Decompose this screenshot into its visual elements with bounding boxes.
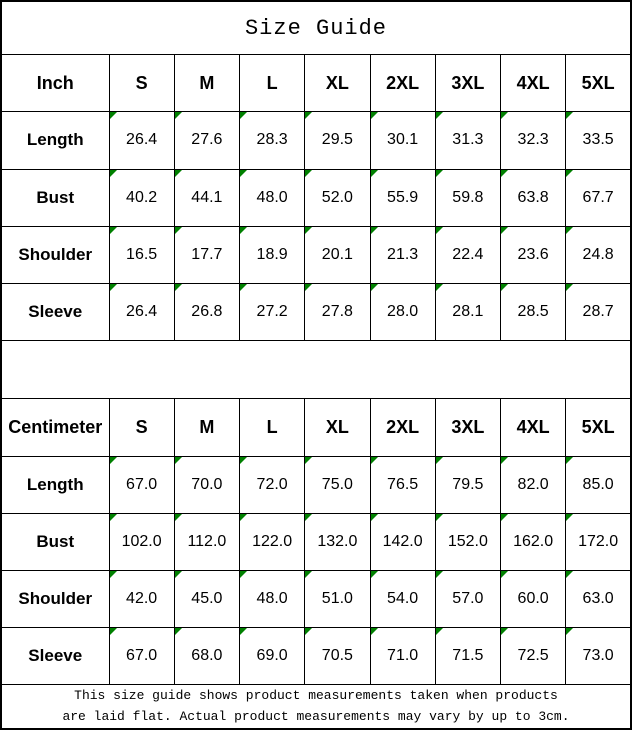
measurement-value-cell: [174, 456, 239, 513]
size-header-cell: 5XL: [566, 399, 631, 456]
cell-comment-marker-icon: [175, 112, 182, 119]
cell-comment-marker-icon: [240, 112, 247, 119]
cell-comment-marker-icon: [175, 628, 182, 635]
measurement-row: [1, 513, 631, 570]
measurement-value-cell: [501, 456, 566, 513]
measurement-value: 142.0: [382, 532, 423, 550]
measurement-value: 73.0: [582, 647, 614, 665]
cell-comment-marker-icon: [566, 457, 573, 464]
measurement-value: 71.0: [387, 647, 419, 665]
size-header-cell: 5XL: [566, 55, 631, 112]
measurement-value-cell: [435, 169, 500, 226]
measurement-value-cell: [566, 628, 631, 685]
measurement-value-cell: [174, 283, 239, 340]
table-spacer: [1, 341, 631, 399]
spacer-section: [1, 341, 631, 399]
measurement-value: 70.0: [191, 475, 223, 493]
cell-comment-marker-icon: [175, 284, 182, 291]
measurement-value: 71.5: [452, 647, 484, 665]
cell-comment-marker-icon: [305, 571, 312, 578]
measurement-value-cell: [566, 456, 631, 513]
measurement-value: 28.3: [256, 131, 288, 149]
centimeter-table-body: [1, 399, 631, 685]
cell-comment-marker-icon: [566, 284, 573, 291]
cell-comment-marker-icon: [566, 571, 573, 578]
measurement-value: 48.0: [256, 590, 288, 608]
measurement-value: 55.9: [387, 188, 419, 206]
cell-comment-marker-icon: [305, 457, 312, 464]
measurement-value-cell: [501, 628, 566, 685]
measurement-value: 172.0: [578, 532, 619, 550]
measurement-value-cell: [240, 456, 305, 513]
cell-comment-marker-icon: [371, 514, 378, 521]
size-header-row: [1, 399, 631, 456]
measurement-value-cell: [109, 112, 174, 169]
measurement-value: 132.0: [317, 532, 358, 550]
size-header-cell: L: [240, 55, 305, 112]
cell-comment-marker-icon: [436, 284, 443, 291]
measurement-value: 72.0: [256, 475, 288, 493]
cell-comment-marker-icon: [371, 112, 378, 119]
size-header-cell: XL: [305, 399, 370, 456]
title-section: [1, 1, 631, 55]
measurement-value: 152.0: [447, 532, 488, 550]
measurement-value-cell: [501, 112, 566, 169]
measurement-value-cell: [109, 169, 174, 226]
cell-comment-marker-icon: [240, 284, 247, 291]
measurement-value: 57.0: [452, 590, 484, 608]
measurement-row: [1, 628, 631, 685]
measurement-value: 26.4: [126, 131, 158, 149]
measurement-value: 72.5: [517, 647, 549, 665]
cell-comment-marker-icon: [175, 514, 182, 521]
measurement-value-cell: [566, 283, 631, 340]
cell-comment-marker-icon: [305, 112, 312, 119]
measurement-value-cell: [370, 571, 435, 628]
size-header-cell: XL: [305, 55, 370, 112]
measurement-value: 45.0: [191, 590, 223, 608]
cell-comment-marker-icon: [436, 628, 443, 635]
cell-comment-marker-icon: [240, 514, 247, 521]
cell-comment-marker-icon: [501, 571, 508, 578]
measurement-value: 27.8: [321, 303, 353, 321]
size-header-cell: 3XL: [435, 55, 500, 112]
cell-comment-marker-icon: [371, 284, 378, 291]
measurement-value-cell: [109, 628, 174, 685]
measurement-label-cell: Sleeve: [1, 628, 109, 685]
measurement-value: 31.3: [452, 131, 484, 149]
measurement-value: 70.5: [321, 647, 353, 665]
measurement-value: 162.0: [513, 532, 554, 550]
cell-comment-marker-icon: [436, 514, 443, 521]
measurement-value-cell: [109, 226, 174, 283]
measurement-value: 63.0: [582, 590, 614, 608]
cell-comment-marker-icon: [175, 170, 182, 177]
measurement-value-cell: [305, 226, 370, 283]
measurement-value-cell: [109, 283, 174, 340]
footer-note: [1, 685, 631, 729]
cell-comment-marker-icon: [240, 170, 247, 177]
footer-row: [1, 685, 631, 729]
measurement-value: 28.7: [582, 303, 614, 321]
measurement-value-cell: [501, 513, 566, 570]
cell-comment-marker-icon: [175, 227, 182, 234]
cell-comment-marker-icon: [501, 457, 508, 464]
measurement-value-cell: [501, 571, 566, 628]
measurement-value-cell: [435, 456, 500, 513]
page-title: Size Guide: [1, 1, 631, 55]
cell-comment-marker-icon: [110, 284, 117, 291]
measurement-value-cell: [109, 571, 174, 628]
measurement-value: 112.0: [187, 532, 227, 550]
measurement-value-cell: [305, 112, 370, 169]
measurement-value: 52.0: [321, 188, 353, 206]
measurement-value-cell: [435, 628, 500, 685]
measurement-label-cell: Length: [1, 112, 109, 169]
cell-comment-marker-icon: [501, 284, 508, 291]
measurement-value: 28.1: [452, 303, 484, 321]
measurement-value: 24.8: [582, 245, 614, 263]
measurement-value: 27.2: [256, 303, 288, 321]
cell-comment-marker-icon: [371, 227, 378, 234]
cell-comment-marker-icon: [305, 227, 312, 234]
measurement-value-cell: [305, 628, 370, 685]
cell-comment-marker-icon: [566, 170, 573, 177]
measurement-value-cell: [435, 571, 500, 628]
measurement-value: 42.0: [126, 590, 158, 608]
measurement-value: 75.0: [321, 475, 353, 493]
cell-comment-marker-icon: [305, 628, 312, 635]
measurement-label-cell: Shoulder: [1, 226, 109, 283]
measurement-row: [1, 283, 631, 340]
measurement-value: 16.5: [126, 245, 158, 263]
cell-comment-marker-icon: [305, 284, 312, 291]
size-header-cell: 4XL: [501, 55, 566, 112]
measurement-value: 67.0: [126, 647, 158, 665]
measurement-value: 102.0: [121, 532, 162, 550]
measurement-label-cell: Shoulder: [1, 571, 109, 628]
measurement-value: 85.0: [582, 475, 614, 493]
measurement-value: 21.3: [387, 245, 419, 263]
spacer-row: [1, 341, 631, 399]
cell-comment-marker-icon: [110, 112, 117, 119]
measurement-label-cell: Bust: [1, 513, 109, 570]
measurement-value: 29.5: [321, 131, 353, 149]
cell-comment-marker-icon: [371, 571, 378, 578]
cell-comment-marker-icon: [240, 227, 247, 234]
measurement-value: 67.7: [582, 188, 614, 206]
measurement-value: 67.0: [126, 475, 158, 493]
size-header-cell: 2XL: [370, 55, 435, 112]
cell-comment-marker-icon: [566, 112, 573, 119]
cell-comment-marker-icon: [110, 571, 117, 578]
cell-comment-marker-icon: [240, 628, 247, 635]
measurement-value-cell: [305, 513, 370, 570]
measurement-value-cell: [370, 513, 435, 570]
measurement-value-cell: [305, 169, 370, 226]
measurement-value-cell: [240, 628, 305, 685]
measurement-value: 76.5: [387, 475, 419, 493]
measurement-value: 122.0: [252, 532, 293, 550]
footer-note-line: are laid flat. Actual product measurements may vary by up to 3cm.: [62, 708, 570, 724]
measurement-value-cell: [566, 169, 631, 226]
cell-comment-marker-icon: [371, 457, 378, 464]
title-row: [1, 1, 631, 55]
measurement-value: 59.8: [452, 188, 484, 206]
cell-comment-marker-icon: [175, 571, 182, 578]
measurement-value-cell: [501, 226, 566, 283]
measurement-value-cell: [305, 456, 370, 513]
measurement-value-cell: [370, 112, 435, 169]
cell-comment-marker-icon: [501, 514, 508, 521]
measurement-row: [1, 169, 631, 226]
measurement-value-cell: [240, 226, 305, 283]
measurement-value-cell: [174, 112, 239, 169]
cell-comment-marker-icon: [110, 514, 117, 521]
measurement-value-cell: [566, 513, 631, 570]
measurement-value-cell: [370, 456, 435, 513]
cell-comment-marker-icon: [501, 227, 508, 234]
measurement-value: 44.1: [191, 188, 223, 206]
measurement-value-cell: [370, 226, 435, 283]
size-header-cell: L: [240, 399, 305, 456]
measurement-value: 20.1: [321, 245, 353, 263]
size-header-cell: 2XL: [370, 399, 435, 456]
inch-table-body: [1, 55, 631, 341]
measurement-row: [1, 456, 631, 513]
measurement-value: 27.6: [191, 131, 223, 149]
cell-comment-marker-icon: [175, 457, 182, 464]
measurement-row: [1, 571, 631, 628]
cell-comment-marker-icon: [436, 112, 443, 119]
measurement-value: 17.7: [191, 245, 223, 263]
measurement-value-cell: [174, 571, 239, 628]
measurement-value-cell: [109, 456, 174, 513]
size-header-cell: 4XL: [501, 399, 566, 456]
measurement-value-cell: [174, 628, 239, 685]
measurement-value: 26.8: [191, 303, 223, 321]
measurement-value-cell: [305, 283, 370, 340]
measurement-value-cell: [240, 513, 305, 570]
measurement-value-cell: [240, 169, 305, 226]
size-header-cell: 3XL: [435, 399, 500, 456]
measurement-value-cell: [435, 513, 500, 570]
measurement-value-cell: [566, 571, 631, 628]
measurement-value: 32.3: [517, 131, 549, 149]
cell-comment-marker-icon: [566, 227, 573, 234]
measurement-value-cell: [305, 571, 370, 628]
measurement-label-cell: Bust: [1, 169, 109, 226]
measurement-value-cell: [566, 226, 631, 283]
unit-header-cell: Centimeter: [1, 399, 109, 456]
measurement-value-cell: [435, 112, 500, 169]
cell-comment-marker-icon: [305, 170, 312, 177]
measurement-value: 51.0: [321, 590, 353, 608]
measurement-value-cell: [501, 169, 566, 226]
measurement-value: 63.8: [517, 188, 549, 206]
measurement-value: 28.5: [517, 303, 549, 321]
cell-comment-marker-icon: [240, 571, 247, 578]
measurement-value-cell: [370, 169, 435, 226]
measurement-value: 68.0: [191, 647, 223, 665]
cell-comment-marker-icon: [436, 457, 443, 464]
measurement-value-cell: [566, 112, 631, 169]
cell-comment-marker-icon: [371, 170, 378, 177]
measurement-value-cell: [240, 571, 305, 628]
measurement-value-cell: [435, 226, 500, 283]
size-header-row: [1, 55, 631, 112]
cell-comment-marker-icon: [110, 170, 117, 177]
measurement-value-cell: [435, 283, 500, 340]
measurement-value: 40.2: [126, 188, 158, 206]
cell-comment-marker-icon: [436, 170, 443, 177]
measurement-value-cell: [109, 513, 174, 570]
measurement-value-cell: [240, 112, 305, 169]
measurement-value: 82.0: [517, 475, 549, 493]
cell-comment-marker-icon: [501, 112, 508, 119]
cell-comment-marker-icon: [110, 457, 117, 464]
cell-comment-marker-icon: [436, 227, 443, 234]
measurement-value-cell: [370, 628, 435, 685]
cell-comment-marker-icon: [110, 628, 117, 635]
measurement-value: 54.0: [387, 590, 419, 608]
cell-comment-marker-icon: [501, 170, 508, 177]
cell-comment-marker-icon: [566, 628, 573, 635]
measurement-value: 22.4: [452, 245, 484, 263]
measurement-value-cell: [501, 283, 566, 340]
measurement-value: 18.9: [256, 245, 288, 263]
measurement-value-cell: [174, 513, 239, 570]
measurement-value: 69.0: [256, 647, 288, 665]
cell-comment-marker-icon: [110, 227, 117, 234]
measurement-row: [1, 112, 631, 169]
measurement-value: 28.0: [387, 303, 419, 321]
size-header-cell: M: [174, 55, 239, 112]
measurement-value: 48.0: [256, 188, 288, 206]
measurement-label-cell: Length: [1, 456, 109, 513]
cell-comment-marker-icon: [240, 457, 247, 464]
size-header-cell: M: [174, 399, 239, 456]
cell-comment-marker-icon: [501, 628, 508, 635]
footer-section: [1, 685, 631, 729]
cell-comment-marker-icon: [371, 628, 378, 635]
measurement-value-cell: [240, 283, 305, 340]
size-header-cell: S: [109, 399, 174, 456]
measurement-row: [1, 226, 631, 283]
measurement-value: 26.4: [126, 303, 158, 321]
cell-comment-marker-icon: [566, 514, 573, 521]
cell-comment-marker-icon: [305, 514, 312, 521]
measurement-value: 30.1: [387, 131, 419, 149]
measurement-value-cell: [174, 226, 239, 283]
measurement-value: 33.5: [582, 131, 614, 149]
measurement-value-cell: [370, 283, 435, 340]
measurement-value: 79.5: [452, 475, 484, 493]
footer-note-line: This size guide shows product measurements taken when products: [74, 687, 558, 703]
measurement-value-cell: [174, 169, 239, 226]
measurement-value: 23.6: [517, 245, 549, 263]
cell-comment-marker-icon: [436, 571, 443, 578]
measurement-label-cell: Sleeve: [1, 283, 109, 340]
size-header-cell: S: [109, 55, 174, 112]
unit-header-cell: Inch: [1, 55, 109, 112]
measurement-value: 60.0: [517, 590, 549, 608]
